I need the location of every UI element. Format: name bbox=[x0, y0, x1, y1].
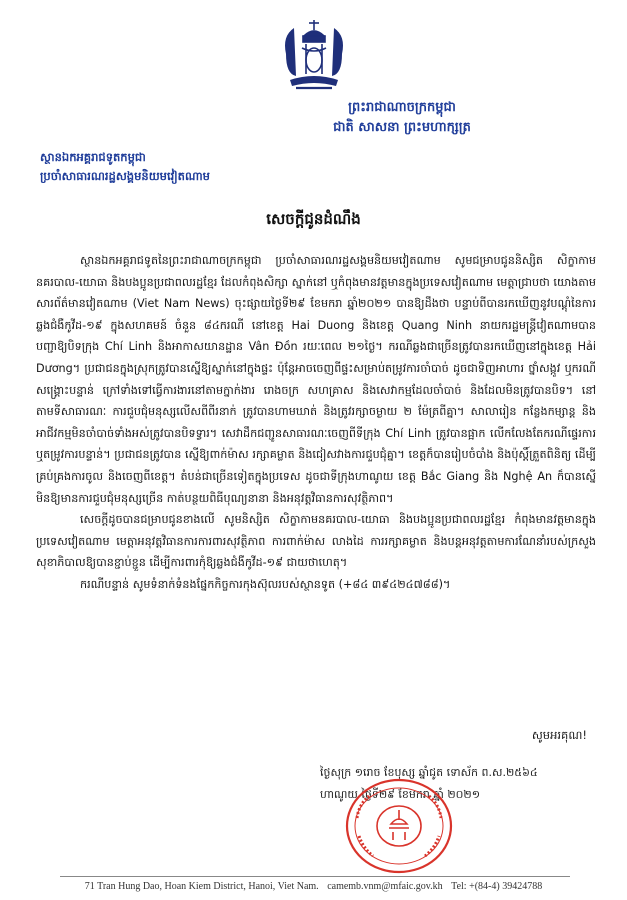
embassy-line-2: ប្រចាំសាធារណរដ្ឋសង្គមនិយមវៀតណាម bbox=[40, 169, 210, 183]
body-paragraph-2: សេចក្តីដូចបានជម្រាបជូនខាងលើ សូមនិស្សិត សិក្ខាកាមនគរបាល-យោធា និងបងប្អូនប្រជាពលរដ្ឋខ្មែរ កំពុងមានវត្តមានក្នុងប្រទេសវៀតណាម មេត្តាអនុវត្តវិធានការការពារសុវត្ថិភាព ការពាក់ម៉ាស លាងដៃ ការរក្សាគម្លាត និងបន្តអនុវត្តតាមការណែនាំរបស់ក្រសួងសុខាភិបាលឱ្យបានខ្ជាប់ខ្ជួន ដើម្បីការពារកុំឱ្យឆ្លងជំងឺកូវីដ-១៩ ជាយថាហេតុ។ bbox=[36, 513, 596, 570]
footer-email[interactable]: camemb.vnm@mfaic.gov.kh bbox=[327, 881, 443, 892]
embassy-heading bbox=[40, 148, 340, 186]
kingdom-heading bbox=[282, 98, 522, 138]
embassy-line-1: ស្ថានឯកអគ្គរាជទូតកម្ពុជា bbox=[40, 150, 146, 164]
footer-divider bbox=[60, 876, 570, 877]
kingdom-line-1: ព្រះរាជាណាចក្រកម្ពុជា bbox=[348, 100, 456, 115]
footer bbox=[0, 881, 627, 892]
letter-body bbox=[36, 250, 596, 596]
document-title: សេចក្តីជូនដំណឹង bbox=[266, 210, 361, 228]
lunar-date: ថ្ងៃសុក្រ ១រោច ខែបុស្ស ឆ្នាំជូត ទោស័ក ព.ស.២៥៦៤ bbox=[320, 766, 538, 779]
footer-tel: Tel: +(84-4) 39424788 bbox=[451, 881, 543, 892]
royal-emblem-icon bbox=[276, 14, 352, 94]
gregorian-date: ហាណូយ ថ្ងៃទី២៩ ខែមករា ឆ្នាំ ២០២១ bbox=[320, 788, 481, 801]
footer-address: 71 Tran Hung Dao, Hoan Kiem District, Hanoi, Viet Nam. bbox=[84, 881, 319, 892]
body-paragraph-1: ស្ថានឯកអគ្គរាជទូតនៃព្រះរាជាណាចក្រកម្ពុជា ប្រចាំសាធារណរដ្ឋសង្គមនិយមវៀតណាម សូមជម្រាបជូននិស្សិត សិក្ខាកាមនគរបាល-យោធា និងបងប្អូនប្រជាពលរដ្ឋខ្មែរ ដែលកំពុងសិក្សា ស្នាក់នៅ ឬកំពុងមានវត្តមានក្នុងប្រទេសវៀតណាម មេត្តាជ្រាបថា យោងតាមសារព័ត៌មានវៀតណាម (Viet Nam News) ចុះផ្សាយថ្ងៃទី២៩ ខែមករា ឆ្នាំ២០២១ បានឱ្យដឹងថា បន្ទាប់ពីបានរកឃើញនូវបណ្តុំនៃការឆ្លងជំងឺកូវីដ-១៩ ក្នុងសហគមន៍ ចំនួន ៨៤ករណី នៅខេត្ត Hai Duong និងខេត្ត Quang Ninh នាយករដ្ឋមន្ត្រីវៀតណាមបានបញ្ជាឱ្យបិទក្រុង Chí Linh និងអាកាសយានដ្ឋាន Vân Đồn រយៈពេល ២១ថ្ងៃ។ ករណីឆ្លងជាច្រើនត្រូវបានរកឃើញនៅក្នុងខេត្ត Hải Dương។ ប្រជាជនក្នុងស្រុកត្រូវបានស្នើឱ្យស្នាក់នៅក្នុងផ្ទះ ប៉ុន្តែអាចចេញពីផ្ទះសម្រាប់តម្រូវការចាំបាច់ ដូចជាទិញអាហារ ថ្នាំសង្កូវ ឬករណីសង្គ្រោះបន្ទាន់ ក្រៅទាំងទៅធ្វើការងារនៅតាមក្នាក់ងារ រោងចក្រ សហគ្រាស និងសេវាកម្មដែលចាំបាច់ និងដែលមិនត្រូវបានបិទ។ នៅតាមទីសាធារណៈ ការជួបជុំមនុស្សលើសពីពីរនាក់ ត្រូវបានហាមឃាត់ និងត្រូវរក្សាចម្ងាយ ២ ម៉ែត្រពីគ្នា។ សាលារៀន កន្លែងកម្សាន្ត និងអាជីវកម្មមិនចាំបាច់ទាំងអស់ត្រូវបានបិទទ្វារ។ សេវាដឹកជញ្ជូនសាធារណៈចេញពីទីក្រុង Chí Linh ត្រូវបានផ្អាក លើកលែងតែករណីផ្ទេរការ ឬតម្រូវការបន្ទាន់។ ប្រជាជនត្រូវបាន ស្នើឱ្យពាក់ម៉ាស រក្សាគម្លាត និងជៀសវាងការជួបជុំគ្នា។ ខេត្តក៏បានរៀបចំបាំង និងប៉ុស្តិ៍ត្រួតពិនិត្យ ដើម្បីគ្រប់គ្រងការចូល និងចេញពីខេត្ត។ តំបន់ជាច្រើនទៀតក្នុងប្រទេស ដូចជាទីក្រុងហាណូយ ខេត្ត Bắc Giang និង Nghệ An ក៏បានស្នើមិនឱ្យមានការជួបជុំមនុស្សច្រើន កាត់បន្ថយពិធីបុណ្យនានា និងអនុវត្តវិធានការសុវត្ថិភាព។ bbox=[36, 254, 596, 505]
body-paragraph-3: ករណីបន្ទាន់ សូមទំនាក់ទំនងផ្នែកកិច្ចការកុងស៊ុលរបស់ស្ថានទូត (+៨៤ ៣៩៤២៤៧៨៨)។ bbox=[80, 577, 451, 591]
official-seal-icon bbox=[343, 776, 455, 876]
kingdom-line-2: ជាតិ សាសនា ព្រះមហាក្សត្រ bbox=[333, 120, 471, 135]
closing-thanks: សូមអរគុណ! bbox=[531, 728, 587, 742]
